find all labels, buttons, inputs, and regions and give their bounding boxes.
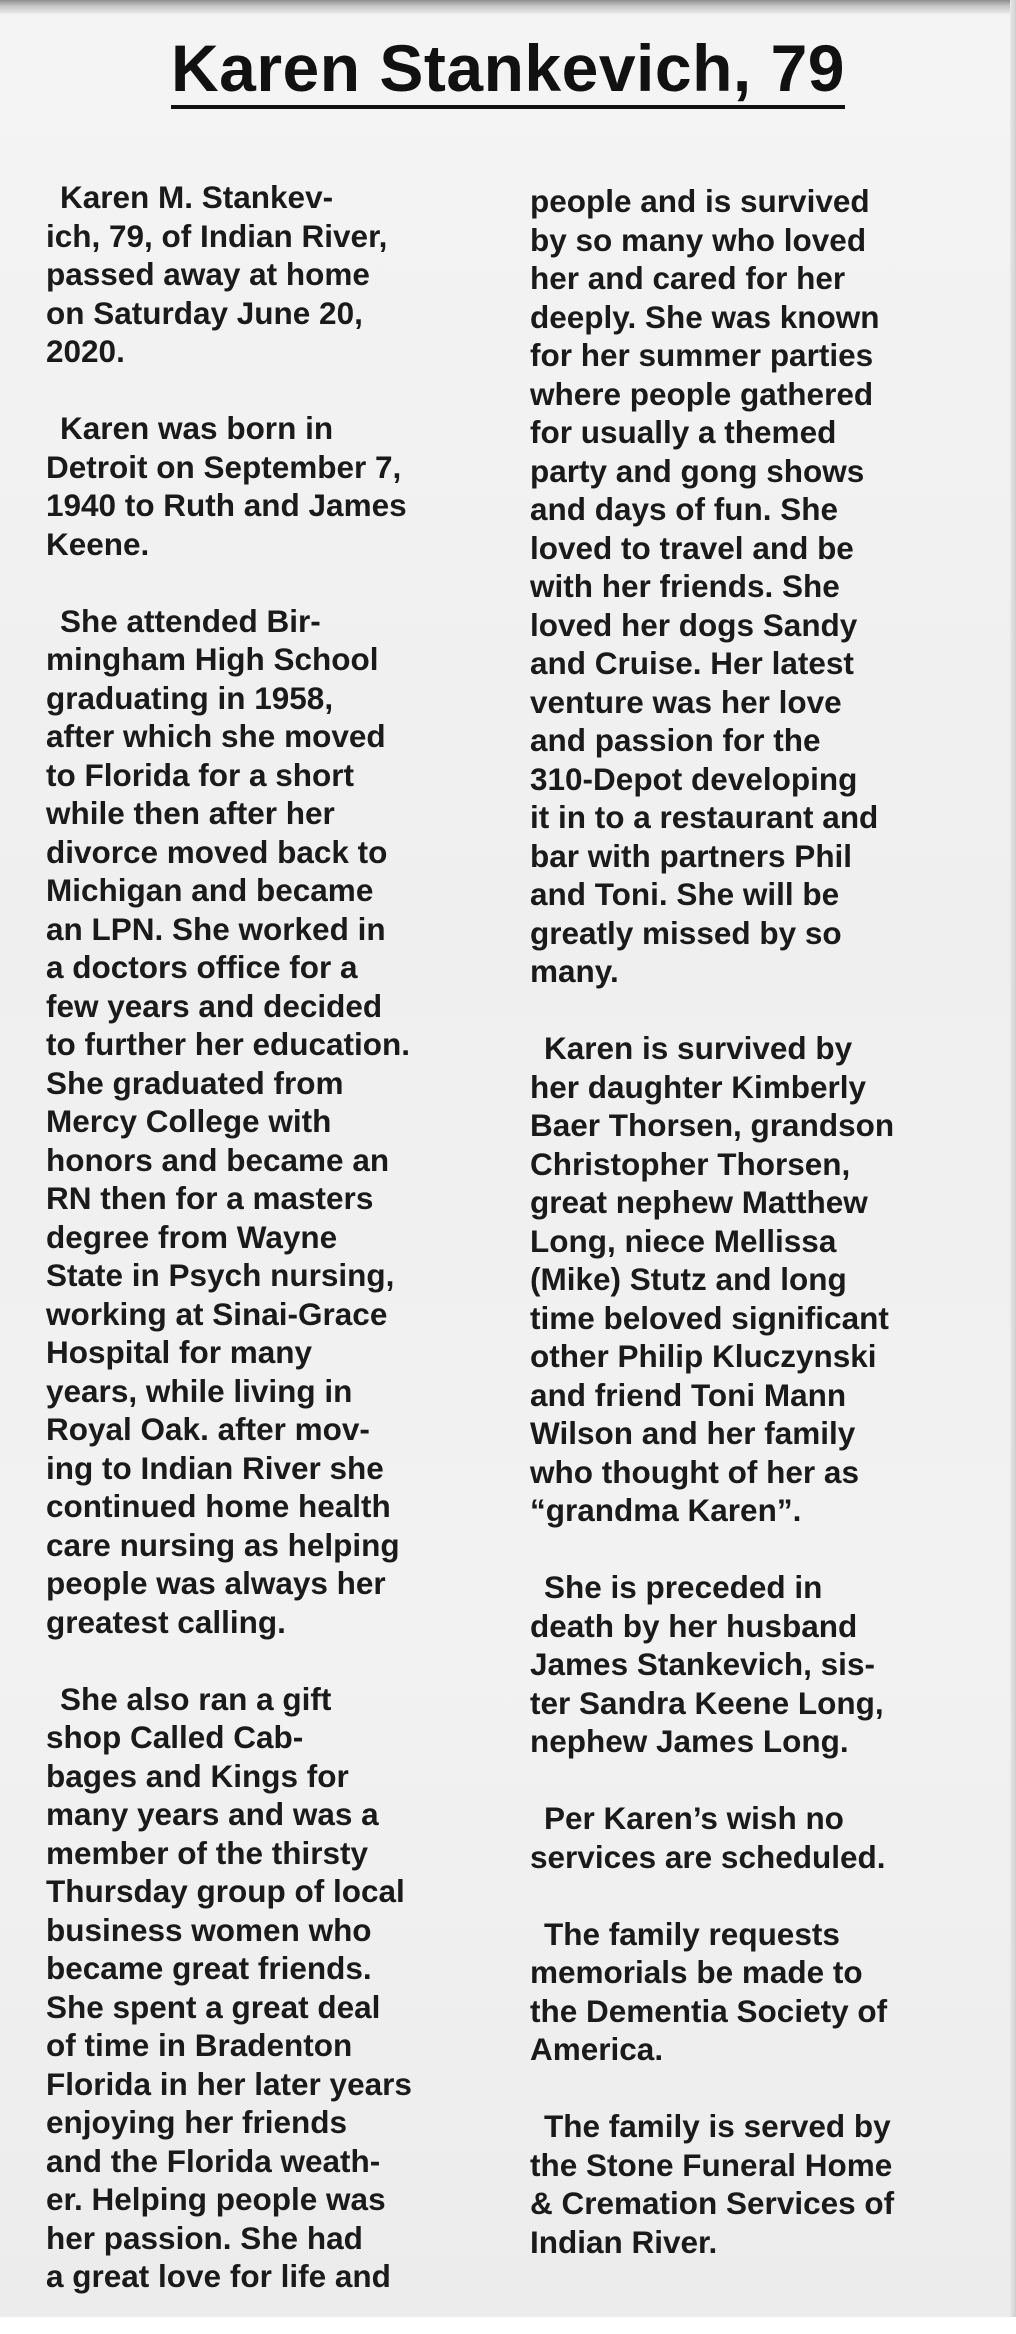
text-line: 2020. [46,333,125,369]
text-line: while then after her [46,795,335,831]
text-line: on Saturday June 20, [46,294,363,331]
obituary-paragraph [530,2107,990,2261]
text-line: Hospital for many [46,1334,313,1370]
text-line: and friend Toni Mann [530,1376,847,1413]
text-line: Royal Oak. after mov- [46,1411,370,1447]
text-line: 1940 to Ruth and James [46,487,407,523]
text-line: Baer Thorsen, grandson [530,1107,895,1143]
text-line: & Cremation Services of [530,2185,895,2221]
torn-top-edge [0,0,1016,14]
text-line: honors and became an [46,1141,390,1178]
text-line: many. [530,953,619,989]
text-line: 310-Depot developing [530,760,858,797]
text-line: The family is served by [544,2108,891,2144]
text-line: her daughter Kimberly [530,1068,867,1105]
text-line: greatest calling. [46,1603,286,1640]
obituary-paragraph [46,409,506,563]
text-line: Karen is survived by [544,1030,853,1066]
text-line: degree from Wayne [46,1218,338,1255]
text-line: party and gong shows [530,452,865,489]
text-line: memorials be made to [530,1954,863,1990]
paper-right-edge [1010,0,1016,2317]
text-line: care nursing as helping [46,1526,400,1563]
text-line: of time in Bradenton [46,2027,353,2063]
text-line: Christopher Thorsen, [530,1145,851,1182]
text-line: the Dementia Society of [530,1992,888,2029]
text-line: the Stone Funeral Home [530,2146,893,2183]
text-line: to Florida for a short [46,756,355,793]
text-line: mingham High School [46,641,379,677]
text-line: Karen was born in [60,410,334,446]
text-line: er. Helping people was [46,2181,386,2217]
text-line: working at Sinai-Grace [46,1295,388,1332]
text-line: Indian River. [530,2223,718,2260]
text-line: bar with partners Phil [530,837,853,874]
text-line: after which she moved [46,718,386,754]
text-line: divorce moved back to [46,833,388,870]
text-line: death by her husband [530,1607,858,1644]
text-line: graduating in 1958, [46,679,334,716]
text-line: She also ran a gift [60,1680,332,1717]
text-line: and passion for the [530,722,821,758]
text-line: (Mike) Stutz and long [530,1261,847,1297]
text-line: people was always her [46,1565,386,1601]
text-line: Long, niece Mellissa [530,1222,837,1259]
text-line: She attended Bir- [60,602,321,639]
text-line: loved her dogs Sandy [530,606,858,643]
text-line: shop Called Cab- [46,1719,304,1755]
text-line: and days of fun. She [530,491,839,527]
text-line: Mercy College with [46,1103,332,1139]
text-line: few years and decided [46,987,383,1024]
text-line: member of the thirsty [46,1834,369,1871]
text-line: America. [530,2031,664,2067]
obituary-paragraph [530,1568,990,1761]
text-line: by so many who loved [530,221,867,258]
text-line: passed away at home [46,256,370,292]
text-line: Per Karen’s wish no [544,1800,844,1836]
text-line: State in Psych nursing, [46,1257,395,1293]
text-line: Wilson and her family [530,1415,856,1451]
text-line: it in to a restaurant and [530,799,879,835]
obituary-headline [0,28,1016,108]
text-line: a great love for life and [46,2258,391,2294]
text-line: great nephew Matthew [530,1184,868,1220]
text-line: and Cruise. Her latest [530,645,854,681]
text-line: an LPN. She worked in [46,910,386,947]
text-line: deeply. She was known [530,298,880,335]
obituary-paragraph [530,1799,990,1876]
text-line: services are scheduled. [530,1838,886,1875]
obituary-paragraph [46,1680,506,2296]
text-line: James Stankevich, sis- [530,1646,875,1682]
text-line: a doctors office for a [46,949,358,985]
obituary-paragraph [46,178,506,371]
text-line: Thursday group of local [46,1873,405,1909]
text-line: Michigan and became [46,872,374,908]
text-line: other Philip Kluczynski [530,1338,877,1374]
text-line: many years and was a [46,1796,379,1832]
obituary-paragraph [530,182,990,991]
text-line: years, while living in [46,1372,353,1409]
text-line: time beloved significant [530,1299,889,1336]
text-line: ing to Indian River she [46,1449,384,1486]
text-line: where people gathered [530,375,874,412]
text-line: who thought of her as [530,1453,859,1490]
right-text-column [530,182,990,2300]
headline-text: Karen Stankevich, 79 [171,31,845,109]
text-line: nephew James Long. [530,1723,849,1759]
text-line: loved to travel and be [530,529,854,566]
text-line: and the Florida weath- [46,2142,381,2179]
text-line: and Toni. She will be [530,876,840,912]
text-line: her passion. She had [46,2219,363,2256]
text-line: Detroit on September 7, [46,448,402,485]
text-line: ich, 79, of Indian River, [46,217,388,254]
obituary-paragraph [530,1029,990,1530]
text-line: The family requests [544,1915,840,1952]
obituary-paragraph [46,602,506,1642]
text-line: to further her education. [46,1026,411,1062]
text-line: her and cared for her [530,260,846,296]
text-line: for usually a themed [530,414,837,450]
text-line: became great friends. [46,1950,372,1986]
text-line: She is preceded in [544,1569,823,1605]
text-line: Florida in her later years [46,2065,412,2102]
text-line: She spent a great deal [46,1988,381,2025]
text-line: ter Sandra Keene Long, [530,1684,884,1721]
text-line: bages and Kings for [46,1757,349,1794]
text-line: business women who [46,1911,372,1948]
text-line: Keene. [46,525,150,562]
left-text-column [46,178,506,2334]
text-line: people and is survived [530,183,870,219]
text-line: with her friends. She [530,568,840,604]
text-line: Karen M. Stankev- [60,179,334,215]
text-line: continued home health [46,1488,391,1524]
text-line: RN then for a masters [46,1180,374,1216]
text-line: “grandma Karen”. [530,1492,802,1528]
text-line: She graduated from [46,1064,344,1101]
text-line: greatly missed by so [530,914,842,951]
text-line: enjoying her friends [46,2104,348,2140]
text-line: venture was her love [530,683,842,720]
obituary-paragraph [530,1915,990,2069]
text-line: for her summer parties [530,337,874,373]
